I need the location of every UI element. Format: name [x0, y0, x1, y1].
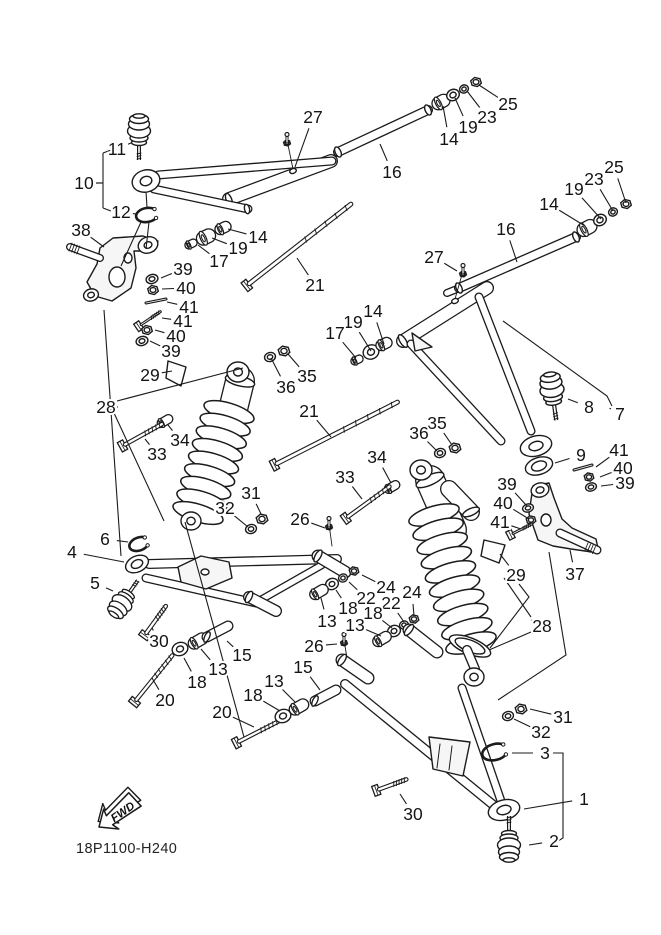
- callout-39: 39: [615, 473, 635, 493]
- callout-leader-34: [383, 468, 391, 483]
- callout-18: 18: [243, 685, 263, 705]
- bracket-line: [103, 208, 111, 211]
- callout-2: 2: [549, 831, 559, 851]
- callout-29: 29: [140, 365, 160, 385]
- callout-leader-39: [150, 341, 160, 346]
- callout-leader-21: [297, 258, 308, 275]
- callout-37: 37: [565, 564, 585, 584]
- callout-leader-16: [380, 144, 387, 161]
- callout-16: 16: [496, 219, 516, 239]
- callout-leader-5: [106, 588, 113, 591]
- callout-leader-31: [530, 709, 551, 714]
- callout-leader-26: [311, 523, 325, 528]
- callout-10: 10: [74, 173, 94, 193]
- callout-leader-19: [455, 98, 463, 116]
- callout-32: 32: [531, 722, 551, 742]
- callout-39: 39: [161, 341, 181, 361]
- callout-17: 17: [325, 323, 345, 343]
- bracket-line: [104, 310, 121, 556]
- callout-5: 5: [90, 573, 100, 593]
- callout-27: 27: [424, 247, 444, 267]
- callout-3: 3: [540, 743, 550, 763]
- callout-25: 25: [604, 157, 624, 177]
- callout-leader-2: [529, 843, 542, 845]
- callout-40: 40: [176, 278, 196, 298]
- callout-leader-40: [155, 330, 164, 333]
- callout-25: 25: [498, 94, 518, 114]
- callout-leader-14: [228, 229, 246, 234]
- callout-1: 1: [579, 789, 589, 809]
- callout-4: 4: [67, 542, 77, 562]
- callout-21: 21: [305, 275, 325, 295]
- callout-31: 31: [553, 707, 573, 727]
- callout-12: 12: [111, 202, 131, 222]
- callout-33: 33: [147, 444, 167, 464]
- callout-24: 24: [402, 582, 422, 602]
- callout-leader-18: [184, 658, 191, 671]
- callout-36: 36: [276, 377, 296, 397]
- callout-leader-13: [282, 689, 295, 702]
- callout-13: 13: [345, 615, 365, 635]
- callout-leader-18: [382, 620, 392, 628]
- callout-leader-19: [582, 198, 601, 219]
- callout-leader-20: [233, 717, 254, 727]
- callout-leader-40: [162, 288, 174, 289]
- callout-leader-7: [610, 408, 611, 409]
- callout-40: 40: [493, 493, 513, 513]
- callout-21: 21: [299, 401, 319, 421]
- callout-leader-22: [398, 613, 404, 622]
- callout-23: 23: [584, 169, 604, 189]
- callout-26: 26: [290, 509, 310, 529]
- callout-35: 35: [427, 413, 447, 433]
- callout-14: 14: [363, 301, 383, 321]
- callout-41: 41: [609, 440, 629, 460]
- callout-leader-19: [212, 238, 227, 244]
- callout-leader-38: [91, 237, 104, 247]
- callout-19: 19: [564, 179, 584, 199]
- callout-22: 22: [356, 588, 376, 608]
- callout-40: 40: [166, 326, 186, 346]
- callout-6: 6: [100, 529, 110, 549]
- callout-29: 29: [506, 565, 526, 585]
- callout-17: 17: [209, 251, 229, 271]
- callout-13: 13: [208, 659, 228, 679]
- bracket-line: [553, 753, 563, 841]
- callout-36: 36: [409, 423, 429, 443]
- callout-18: 18: [338, 598, 358, 618]
- callout-39: 39: [173, 259, 193, 279]
- callout-18: 18: [187, 672, 207, 692]
- callout-41: 41: [173, 311, 193, 331]
- callout-31: 31: [241, 483, 261, 503]
- callout-leader-17: [343, 342, 356, 358]
- callout-leader-11: [128, 143, 131, 144]
- callout-leader-6: [117, 541, 128, 542]
- callout-20: 20: [212, 702, 232, 722]
- callout-leader-18: [336, 590, 341, 598]
- callout-13: 13: [317, 611, 337, 631]
- fwd-label: FWD: [108, 800, 138, 826]
- callout-7: 7: [615, 404, 625, 424]
- callout-11: 11: [107, 139, 127, 159]
- callout-16: 16: [382, 162, 402, 182]
- callout-26: 26: [304, 636, 324, 656]
- callout-28: 28: [532, 616, 552, 636]
- callout-leader-36: [427, 441, 437, 451]
- callout-leader-14: [559, 210, 585, 226]
- callout-leader-39: [161, 274, 172, 278]
- callout-leader-31: [256, 504, 261, 514]
- callout-23: 23: [477, 107, 497, 127]
- callout-leader-39: [515, 493, 527, 506]
- callout-leader-24: [362, 575, 375, 582]
- callout-leader-23: [467, 91, 480, 107]
- callout-leader-35: [444, 433, 452, 445]
- callout-19: 19: [343, 312, 363, 332]
- callout-30: 30: [403, 804, 423, 824]
- callout-leader-41: [511, 526, 521, 529]
- callout-38: 38: [71, 220, 91, 240]
- callout-leader-21: [317, 420, 331, 437]
- callout-leader-13: [321, 598, 324, 609]
- callout-13: 13: [264, 671, 284, 691]
- callout-9: 9: [576, 445, 586, 465]
- callout-leader-41: [167, 302, 177, 304]
- callout-28: 28: [96, 397, 116, 417]
- diagram-code: 18P1100-H240: [76, 841, 178, 857]
- callout-leader-4: [84, 554, 124, 562]
- callout-leader-18: [263, 701, 280, 711]
- callout-leader-9: [555, 459, 570, 463]
- callout-leader-27: [444, 263, 457, 271]
- callout-leader-23: [600, 189, 613, 211]
- callout-34: 34: [367, 447, 387, 467]
- callout-30: 30: [149, 631, 169, 651]
- callout-leader-41: [162, 318, 171, 319]
- callout-8: 8: [584, 397, 594, 417]
- callout-15: 15: [232, 645, 252, 665]
- callout-24: 24: [376, 577, 396, 597]
- callout-39: 39: [497, 474, 517, 494]
- callout-19: 19: [458, 117, 478, 137]
- callout-leader-35: [288, 354, 299, 367]
- callout-leader-15: [310, 677, 320, 690]
- bracket-line: [146, 192, 147, 207]
- callout-leader-32: [514, 719, 530, 727]
- callout-41: 41: [490, 512, 510, 532]
- callout-leader-39: [601, 484, 613, 486]
- callout-14: 14: [539, 194, 559, 214]
- callout-leader-1: [524, 801, 572, 809]
- callout-19: 19: [228, 238, 248, 258]
- callout-33: 33: [335, 467, 355, 487]
- callout-34: 34: [170, 430, 190, 450]
- callout-leader-30: [400, 794, 406, 804]
- callout-15: 15: [293, 657, 313, 677]
- callout-27: 27: [303, 107, 323, 127]
- callout-41: 41: [179, 297, 199, 317]
- callout-leader-16: [510, 240, 517, 262]
- callout-35: 35: [297, 366, 317, 386]
- callout-14: 14: [248, 227, 268, 247]
- callout-leader-25: [618, 178, 626, 203]
- callout-leader-41: [596, 457, 609, 467]
- callout-leader-29: [500, 554, 509, 565]
- callout-leader-36: [271, 358, 280, 376]
- callout-leader-24: [413, 604, 414, 616]
- callout-leader-32: [234, 516, 248, 527]
- callout-leader-14: [443, 106, 447, 127]
- callout-leader-33: [352, 486, 362, 499]
- callout-leader-37: [570, 550, 573, 562]
- callout-leader-40: [600, 472, 612, 477]
- callout-leader-25: [479, 85, 498, 97]
- callout-20: 20: [155, 690, 175, 710]
- callout-18: 18: [363, 603, 383, 623]
- callout-leader-13: [366, 630, 381, 636]
- callout-22: 22: [381, 593, 401, 613]
- callout-leader-17: [198, 245, 209, 254]
- callout-32: 32: [215, 498, 235, 518]
- callout-leader-8: [568, 399, 578, 403]
- callout-14: 14: [439, 129, 459, 149]
- fwd-arrow: [89, 785, 147, 838]
- callout-40: 40: [613, 458, 633, 478]
- callout-leader-26: [326, 644, 337, 645]
